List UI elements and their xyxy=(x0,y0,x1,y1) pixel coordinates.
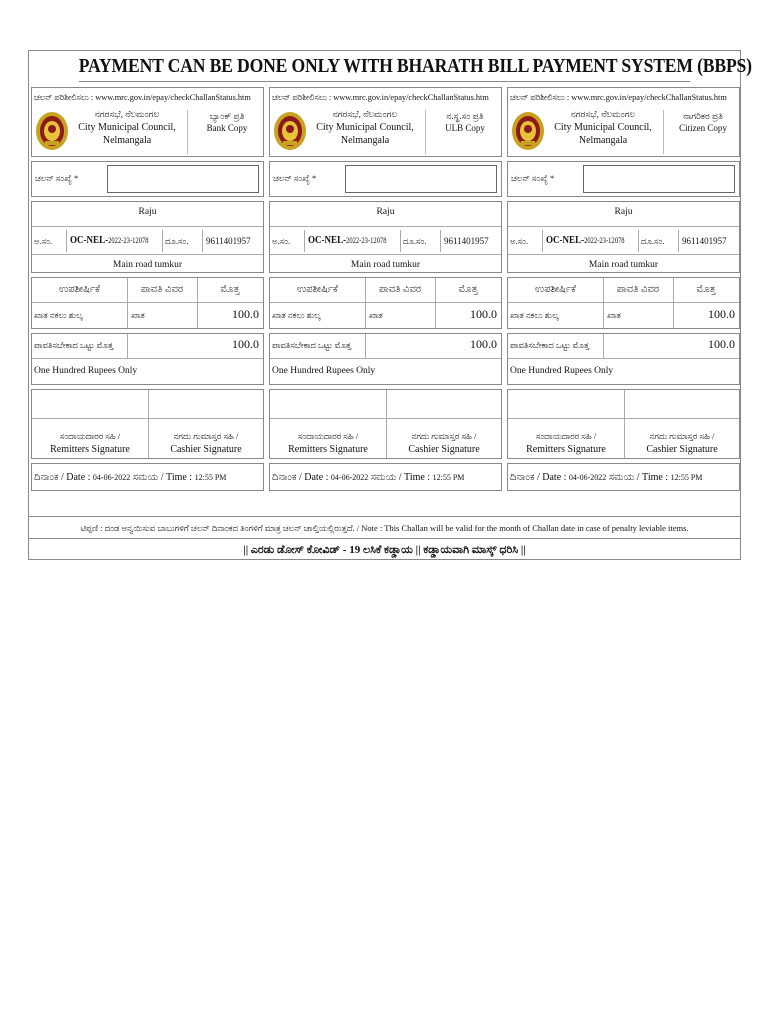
item-head: ಖಾತ ನಕಲು ಶುಲ್ಕ xyxy=(34,310,83,320)
council-name-english: City Municipal Council, xyxy=(316,122,414,133)
total-amount: 100.0 xyxy=(470,337,497,351)
council-header xyxy=(270,108,503,156)
item-head: ಖಾತ ನಕಲು ಶುಲ್ಕ xyxy=(272,310,321,320)
challan-number-field[interactable] xyxy=(107,165,259,193)
date-value: 04-06-2022 xyxy=(92,473,131,482)
payer-address: Main road tumkur xyxy=(350,260,421,270)
date-time xyxy=(510,472,702,483)
payer-box xyxy=(269,201,502,273)
divider xyxy=(678,230,679,252)
date-time xyxy=(272,472,464,483)
item-amount: 100.0 xyxy=(232,307,259,321)
council-header xyxy=(508,108,741,156)
challan-suffix: 2022-23-12078 xyxy=(108,236,149,245)
cashier-signature-english: Cashier Signature xyxy=(646,444,718,455)
column-header-subhead: ಉಪಶೀರ್ಷಿಕೆ xyxy=(297,284,338,295)
serial-label: ಅ.ಸಂ. xyxy=(272,236,291,246)
item-detail: ಖಾತ xyxy=(131,310,145,320)
items-table xyxy=(507,277,740,329)
column-header-subhead: ಉಪಶೀರ್ಷಿಕೆ xyxy=(535,284,576,295)
council-header xyxy=(32,108,265,156)
divider xyxy=(270,358,501,359)
items-table xyxy=(269,277,502,329)
date-label: ದಿನಾಂಕ / Date : xyxy=(272,472,329,483)
amount-in-words: One Hundred Rupees Only xyxy=(34,366,138,376)
total-label: ಪಾವತಿಸಬೇಕಾದ ಒಟ್ಟು ಮೊತ್ತ xyxy=(272,340,352,350)
copy-type xyxy=(425,110,504,154)
item-detail: ಖಾತ xyxy=(369,310,383,320)
cashier-signature-kannada: ನಗದು ಗುಮಾಸ್ತರ ಸಹಿ / xyxy=(411,431,477,441)
verify-url[interactable]: ಚಲನ್ ಪರಿಶೀಲಿಸಲು : www.mrc.gov.in/epay/checkChallanStatus.htm xyxy=(510,93,727,102)
total-box xyxy=(269,333,502,385)
time-value: 12:55 PM xyxy=(194,473,227,482)
payer-name: Raju xyxy=(614,207,633,217)
signature-box xyxy=(507,389,740,459)
copy-type-kannada: ಬ್ಯಾಂಕ್ ಪ್ರತಿ xyxy=(209,111,245,121)
remitter-signature-label xyxy=(32,430,148,456)
item-amount: 100.0 xyxy=(708,307,735,321)
divider xyxy=(638,230,639,252)
challan-copy xyxy=(507,87,740,561)
payer-name: Raju xyxy=(138,207,157,217)
mobile-label: ದೂ.ಸಂ. xyxy=(165,236,189,246)
cashier-signature-english: Cashier Signature xyxy=(408,444,480,455)
challan-number-box xyxy=(31,161,264,197)
challan-copies xyxy=(31,87,738,561)
council-town: Nelmangala xyxy=(340,135,390,146)
cashier-signature-label xyxy=(148,430,264,456)
challan-number-label: ಚಲನ್ ಸಂಖ್ಯೆ * xyxy=(273,173,317,183)
total-label: ಪಾವತಿಸಬೇಕಾದ ಒಟ್ಟು ಮೊತ್ತ xyxy=(34,340,114,350)
council-name-english: City Municipal Council, xyxy=(554,122,652,133)
item-amount: 100.0 xyxy=(470,307,497,321)
item-head: ಖಾತ ನಕಲು ಶುಲ್ಕ xyxy=(510,310,559,320)
payer-box xyxy=(507,201,740,273)
date-label: ದಿನಾಂಕ / Date : xyxy=(510,472,567,483)
serial-label: ಅ.ಸಂ. xyxy=(34,236,53,246)
challan-copy xyxy=(269,87,502,561)
amount-in-words: One Hundred Rupees Only xyxy=(272,366,376,376)
council-town: Nelmangala xyxy=(578,135,628,146)
challan-number-box xyxy=(507,161,740,197)
column-header-subhead: ಉಪಶೀರ್ಷಿಕೆ xyxy=(59,284,100,295)
date-value: 04-06-2022 xyxy=(568,473,607,482)
challan-number xyxy=(70,234,149,246)
challan-sheet xyxy=(28,50,752,560)
divider xyxy=(508,254,739,255)
remitter-signature-label xyxy=(508,430,624,456)
council-name xyxy=(68,108,186,147)
date-value: 04-06-2022 xyxy=(330,473,369,482)
remitter-signature-label xyxy=(270,430,386,456)
challan-number xyxy=(546,234,625,246)
council-emblem-icon xyxy=(273,111,307,151)
item-detail: ಖಾತ xyxy=(607,310,621,320)
cashier-signature-kannada: ನಗದು ಗುಮಾಸ್ತರ ಸಹಿ / xyxy=(173,431,239,441)
divider xyxy=(270,226,501,227)
remitter-signature-english: Remitters Signature xyxy=(288,444,368,455)
bbps-banner: PAYMENT CAN BE DONE ONLY WITH BHARATH BILL PAYMENT SYSTEM (BBPS) xyxy=(79,51,690,82)
mobile-number: 9611401957 xyxy=(444,236,489,246)
divider xyxy=(435,278,436,328)
serial-label: ಅ.ಸಂ. xyxy=(510,236,529,246)
date-label: ದಿನಾಂಕ / Date : xyxy=(34,472,91,483)
time-value: 12:55 PM xyxy=(432,473,465,482)
divider xyxy=(508,226,739,227)
divider xyxy=(304,230,305,252)
total-box xyxy=(507,333,740,385)
challan-suffix: 2022-23-12078 xyxy=(584,236,625,245)
copy-type-english: Citizen Copy xyxy=(679,123,727,133)
council-name xyxy=(544,108,662,147)
mobile-number: 9611401957 xyxy=(682,236,727,246)
cashier-signature-label xyxy=(386,430,502,456)
council-town: Nelmangala xyxy=(102,135,152,146)
divider xyxy=(66,230,67,252)
column-header-amount: ಮೊತ್ತ xyxy=(458,284,478,295)
divider xyxy=(400,230,401,252)
challan-number-field[interactable] xyxy=(345,165,497,193)
cashier-signature-english: Cashier Signature xyxy=(170,444,242,455)
date-time-box xyxy=(507,463,740,491)
challan-copy xyxy=(31,87,264,561)
divider xyxy=(603,334,604,358)
divider xyxy=(440,230,441,252)
divider xyxy=(162,230,163,252)
time-value: 12:55 PM xyxy=(670,473,703,482)
header-box xyxy=(269,87,502,157)
payer-name: Raju xyxy=(376,207,395,217)
council-emblem-icon xyxy=(35,111,69,151)
remitter-signature-kannada: ಸಂದಾಯದಾರರ ಸಹಿ / xyxy=(59,431,121,441)
challan-suffix: 2022-23-12078 xyxy=(346,236,387,245)
verify-url[interactable]: ಚಲನ್ ಪರಿಶೀಲಿಸಲು : www.mrc.gov.in/epay/checkChallanStatus.htm xyxy=(34,93,251,102)
time-label: ಸಮಯ / Time : xyxy=(370,472,431,483)
divider xyxy=(32,302,263,303)
challan-number-box xyxy=(269,161,502,197)
total-label: ಪಾವತಿಸಬೇಕಾದ ಒಟ್ಟು ಮೊತ್ತ xyxy=(510,340,590,350)
challan-number-label: ಚಲನ್ ಸಂಖ್ಯೆ * xyxy=(511,173,555,183)
date-time-box xyxy=(269,463,502,491)
divider xyxy=(270,254,501,255)
column-header-detail: ಪಾವತಿ ವಿವರ xyxy=(140,284,184,295)
signature-box xyxy=(269,389,502,459)
header-box xyxy=(31,87,264,157)
divider xyxy=(673,278,674,328)
validity-note: ಟಿಪ್ಪಣಿ : ದಂಡ ಅನ್ವಯಿಸುವ ಬಾಬುಗಳಿಗೆ ಚಲನ್ ದಿನಾಂಕದ ತಿಂಗಳಿಗೆ ಮಾತ್ರ ಚಲನ್ ಚಾಲ್ತಿಯಲ್ಲಿರುತ್ತದೆ. / Note : This Challan will be valid for the month of Challan date in case of penalty leviable items. xyxy=(29,516,740,539)
cashier-signature-kannada: ನಗದು ಗುಮಾಸ್ತರ ಸಹಿ / xyxy=(649,431,715,441)
council-name-kannada: ನಗರಸಭೆ, ನೆಲಮಂಗಲ xyxy=(570,109,636,119)
council-name-kannada: ನಗರಸಭೆ, ನೆಲಮಂಗಲ xyxy=(332,109,398,119)
council-name-kannada: ನಗರಸಭೆ, ನೆಲಮಂಗಲ xyxy=(94,109,160,119)
divider xyxy=(270,302,501,303)
verify-url[interactable]: ಚಲನ್ ಪರಿಶೀಲಿಸಲು : www.mrc.gov.in/epay/checkChallanStatus.htm xyxy=(272,93,489,102)
divider xyxy=(508,302,739,303)
signature-box xyxy=(31,389,264,459)
column-header-detail: ಪಾವತಿ ವಿವರ xyxy=(616,284,660,295)
header-box xyxy=(507,87,740,157)
challan-prefix: OC-NEL- xyxy=(546,234,585,246)
copy-type-english: ULB Copy xyxy=(445,123,485,133)
copy-type-kannada: ನ.ಸ್ಥ.ಸಂ ಪ್ರತಿ xyxy=(446,111,484,121)
remitter-signature-kannada: ಸಂದಾಯದಾರರ ಸಹಿ / xyxy=(535,431,597,441)
cashier-signature-label xyxy=(624,430,740,456)
divider xyxy=(365,334,366,358)
mobile-label: ದೂ.ಸಂ. xyxy=(403,236,427,246)
items-table xyxy=(31,277,264,329)
copy-type xyxy=(663,110,742,154)
divider xyxy=(542,230,543,252)
time-label: ಸಮಯ / Time : xyxy=(132,472,193,483)
payer-address: Main road tumkur xyxy=(588,260,659,270)
challan-number xyxy=(308,234,387,246)
remitter-signature-english: Remitters Signature xyxy=(50,444,130,455)
copy-type-english: Bank Copy xyxy=(206,123,248,133)
column-header-detail: ಪಾವತಿ ವಿವರ xyxy=(378,284,422,295)
total-amount: 100.0 xyxy=(232,337,259,351)
council-emblem-icon xyxy=(511,111,545,151)
remitter-signature-english: Remitters Signature xyxy=(526,444,606,455)
divider xyxy=(202,230,203,252)
mobile-number: 9611401957 xyxy=(206,236,251,246)
date-time xyxy=(34,472,226,483)
divider xyxy=(365,278,366,328)
payer-address: Main road tumkur xyxy=(112,260,183,270)
time-label: ಸಮಯ / Time : xyxy=(608,472,669,483)
challan-number-label: ಚಲನ್ ಸಂಖ್ಯೆ * xyxy=(35,173,79,183)
column-header-amount: ಮೊತ್ತ xyxy=(220,284,240,295)
challan-number-field[interactable] xyxy=(583,165,735,193)
total-box xyxy=(31,333,264,385)
divider xyxy=(32,226,263,227)
mobile-label: ದೂ.ಸಂ. xyxy=(641,236,665,246)
council-name xyxy=(306,108,424,147)
total-amount: 100.0 xyxy=(708,337,735,351)
covid-slogan: || ಎರಡು ಡೋಸ್ ಕೋವಿಡ್ - 19 ಲಸಿಕೆ ಕಡ್ಡಾಯ || ಕಡ್ಡಾಯವಾಗಿ ಮಾಸ್ಕ್ ಧರಿಸಿ || xyxy=(29,538,740,561)
divider xyxy=(32,358,263,359)
divider xyxy=(32,254,263,255)
divider xyxy=(127,334,128,358)
divider xyxy=(508,358,739,359)
payer-box xyxy=(31,201,264,273)
council-name-english: City Municipal Council, xyxy=(78,122,176,133)
remitter-signature-kannada: ಸಂದಾಯದಾರರ ಸಹಿ / xyxy=(297,431,359,441)
divider xyxy=(197,278,198,328)
date-time-box xyxy=(31,463,264,491)
amount-in-words: One Hundred Rupees Only xyxy=(510,366,614,376)
copy-type-kannada: ನಾಗರಿಕರ ಪ್ರತಿ xyxy=(683,111,723,121)
copy-type xyxy=(187,110,266,154)
challan-prefix: OC-NEL- xyxy=(70,234,109,246)
challan-prefix: OC-NEL- xyxy=(308,234,347,246)
divider xyxy=(603,278,604,328)
divider xyxy=(127,278,128,328)
column-header-amount: ಮೊತ್ತ xyxy=(696,284,716,295)
